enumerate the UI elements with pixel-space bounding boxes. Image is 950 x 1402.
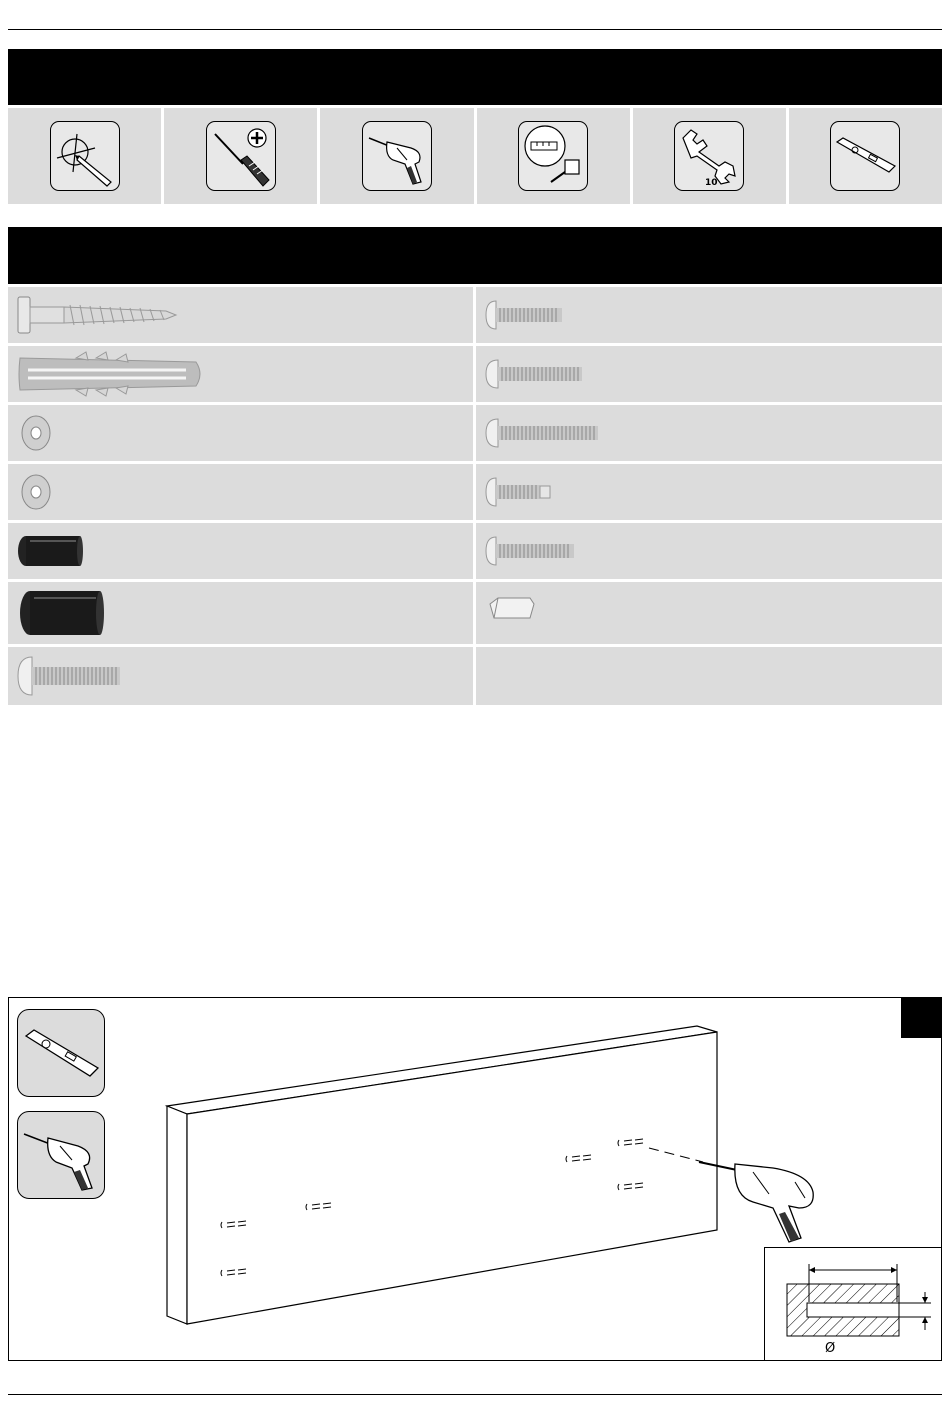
part-cell-screw-medium bbox=[476, 346, 942, 402]
long-spacer-icon bbox=[16, 582, 116, 644]
part-cell-spacer-clip bbox=[476, 582, 942, 644]
pencil-mark-icon bbox=[50, 121, 120, 191]
machine-screw-icon bbox=[484, 523, 584, 579]
wall-anchor-icon bbox=[16, 346, 216, 402]
lag-bolt-icon bbox=[16, 287, 186, 343]
part-cell-screw-short bbox=[476, 287, 942, 343]
power-drill-icon bbox=[735, 1164, 813, 1242]
spirit-level-icon bbox=[830, 121, 900, 191]
top-rule bbox=[8, 29, 942, 30]
part-cell-large-screw bbox=[8, 647, 473, 705]
machine-screw-short-icon bbox=[484, 287, 574, 343]
tools-row bbox=[8, 108, 942, 204]
parts-grid bbox=[8, 287, 942, 705]
anchor-depth-detail bbox=[764, 1247, 941, 1360]
phillips-screwdriver-icon bbox=[206, 121, 276, 191]
tool-cell-pencil bbox=[8, 108, 161, 204]
bottom-rule bbox=[8, 1394, 942, 1395]
step-illustration bbox=[8, 997, 942, 1361]
part-cell-machine-screw bbox=[476, 523, 942, 579]
tool-cell-level bbox=[789, 108, 942, 204]
tool-cell-drill bbox=[320, 108, 473, 204]
washer-icon bbox=[16, 405, 66, 461]
tape-measure-icon bbox=[518, 121, 588, 191]
parts-header-bar bbox=[8, 227, 942, 284]
tool-cell-tape bbox=[477, 108, 630, 204]
part-cell-washer-1 bbox=[8, 405, 473, 461]
wrench-size-label: 10 bbox=[705, 178, 718, 188]
tools-header-bar bbox=[8, 49, 942, 105]
tool-cell-screwdriver bbox=[164, 108, 317, 204]
tool-cell-wrench bbox=[633, 108, 786, 204]
diameter-label: Ø bbox=[825, 1341, 836, 1356]
part-cell-washer-2 bbox=[8, 464, 473, 520]
short-spacer-icon bbox=[16, 523, 96, 579]
part-cell-stepped-screw bbox=[476, 464, 942, 520]
machine-screw-medium-icon bbox=[484, 346, 594, 402]
part-cell-lag-bolt bbox=[8, 287, 473, 343]
large-machine-screw-icon bbox=[16, 647, 136, 705]
wrench-icon bbox=[674, 121, 744, 191]
machine-screw-long-icon bbox=[484, 405, 614, 461]
part-cell-screw-long bbox=[476, 405, 942, 461]
power-drill-icon bbox=[362, 121, 432, 191]
stepped-screw-icon bbox=[484, 464, 564, 520]
part-cell-anchor bbox=[8, 346, 473, 402]
spacer-clip-icon bbox=[484, 582, 544, 644]
part-cell-empty bbox=[476, 647, 942, 705]
part-cell-long-spacer bbox=[8, 582, 473, 644]
part-cell-short-spacer bbox=[8, 523, 473, 579]
washer-icon bbox=[16, 464, 66, 520]
